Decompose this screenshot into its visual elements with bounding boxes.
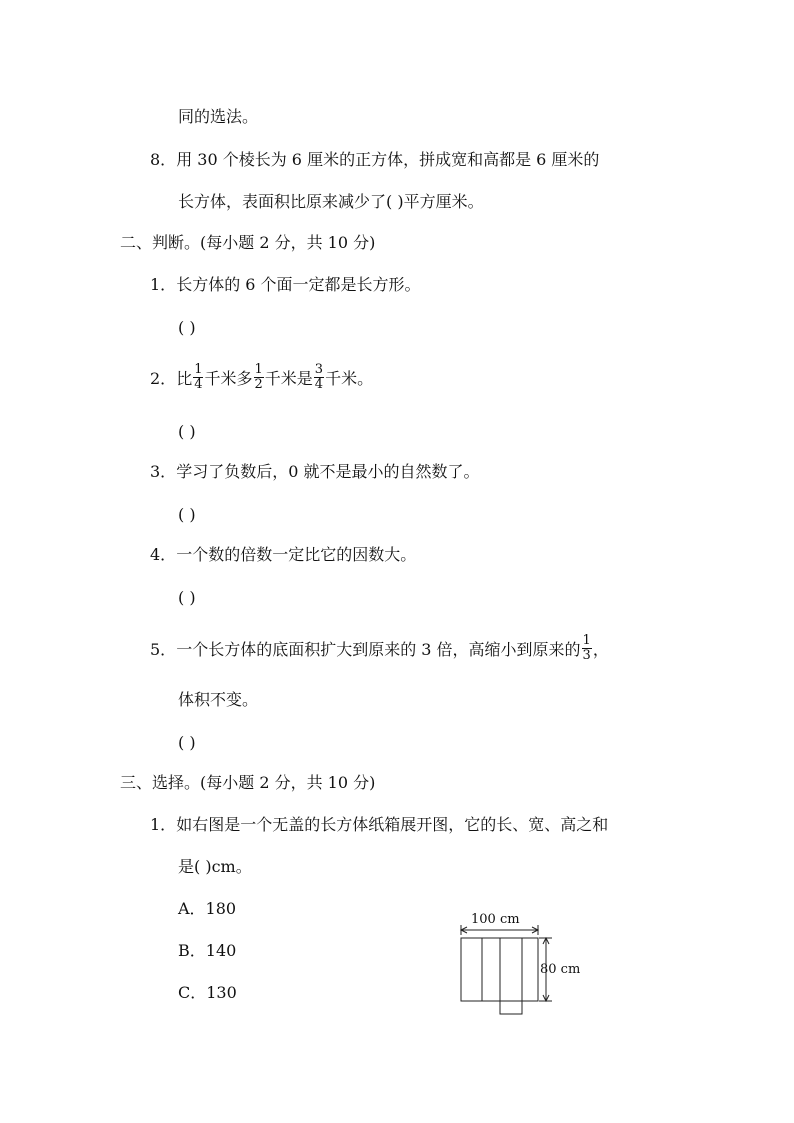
judge-q5-part2: ， <box>592 640 609 659</box>
judge-q3 <box>150 462 479 482</box>
judge-q1-number: 1． <box>150 275 177 294</box>
judge-q2-part2: 千米多 <box>204 369 253 388</box>
judge-q2 <box>150 362 374 394</box>
choice-q1-line1 <box>150 815 608 835</box>
item8-line2: 长方体，表面积比原来减少了( )平方厘米。 <box>178 192 484 211</box>
judge-q2-part3: 千米是 <box>264 369 313 388</box>
fraction-one-half <box>254 363 264 392</box>
fraction-denominator: 4 <box>314 377 324 392</box>
fraction-one-third <box>582 634 592 663</box>
judge-q4-number: 4． <box>150 545 177 564</box>
judge-q1 <box>150 275 421 295</box>
width-label: 100 cm <box>471 912 520 927</box>
judge-q4 <box>150 545 416 565</box>
choice-q1-number: 1． <box>150 815 177 834</box>
judge-q5-line1 <box>150 633 609 665</box>
item8-text: 用 30 个棱长为 6 厘米的正方体，拼成宽和高都是 6 厘米的 <box>176 150 600 169</box>
item8-line1 <box>150 150 599 170</box>
judge-q2-part1: 比 <box>176 369 193 388</box>
section3-heading: 三、选择。(每小题 2 分，共 10 分) <box>120 773 376 792</box>
judge-q5-number: 5． <box>150 640 177 659</box>
box-net-diagram <box>450 905 600 1020</box>
judge-q5-part1: 一个长方体的底面积扩大到原来的 3 倍，高缩小到原来的 <box>176 640 581 659</box>
fraction-numerator: 1 <box>582 633 591 648</box>
judge-q5-answer-blank[interactable]: ( ) <box>178 733 196 752</box>
judge-q2-answer-blank[interactable]: ( ) <box>178 422 196 441</box>
choice-q1-text: 如右图是一个无盖的长方体纸箱展开图，它的长、宽、高之和 <box>176 815 609 834</box>
choice-option-a[interactable]: A．180 <box>178 899 237 918</box>
judge-q4-text: 一个数的倍数一定比它的因数大。 <box>176 545 417 564</box>
fraction-one-quarter <box>193 363 203 392</box>
judge-q4-answer-blank[interactable]: ( ) <box>178 588 196 607</box>
judge-q3-answer-blank[interactable]: ( ) <box>178 505 196 524</box>
fraction-denominator: 4 <box>194 377 203 392</box>
judge-q1-answer-blank[interactable]: ( ) <box>178 318 196 337</box>
judge-q5-line2: 体积不变。 <box>178 690 259 709</box>
fraction-numerator: 3 <box>314 362 324 377</box>
item8-number: 8． <box>150 150 177 169</box>
judge-q1-text: 长方体的 6 个面一定都是长方形。 <box>176 275 421 294</box>
box-net-figure <box>450 905 600 1024</box>
section2-heading: 二、判断。(每小题 2 分，共 10 分) <box>120 233 376 252</box>
judge-q3-text: 学习了负数后，0 就不是最小的自然数了。 <box>176 462 480 481</box>
fraction-numerator: 1 <box>194 362 203 377</box>
choice-option-b[interactable]: B．140 <box>178 941 237 960</box>
judge-q3-number: 3． <box>150 462 177 481</box>
choice-option-c[interactable]: C．130 <box>178 983 237 1002</box>
fraction-denominator: 2 <box>254 377 263 392</box>
fraction-three-quarters <box>314 363 324 392</box>
fraction-denominator: 3 <box>582 648 591 663</box>
fraction-numerator: 1 <box>254 362 263 377</box>
height-label: 80 cm <box>540 962 581 977</box>
judge-q2-number: 2． <box>150 369 177 388</box>
net-bottom-flap <box>500 1001 522 1014</box>
choice-q1-line2: 是( )cm。 <box>178 857 252 876</box>
item7-continuation: 同的选法。 <box>178 107 259 126</box>
judge-q2-part4: 千米。 <box>325 369 374 388</box>
